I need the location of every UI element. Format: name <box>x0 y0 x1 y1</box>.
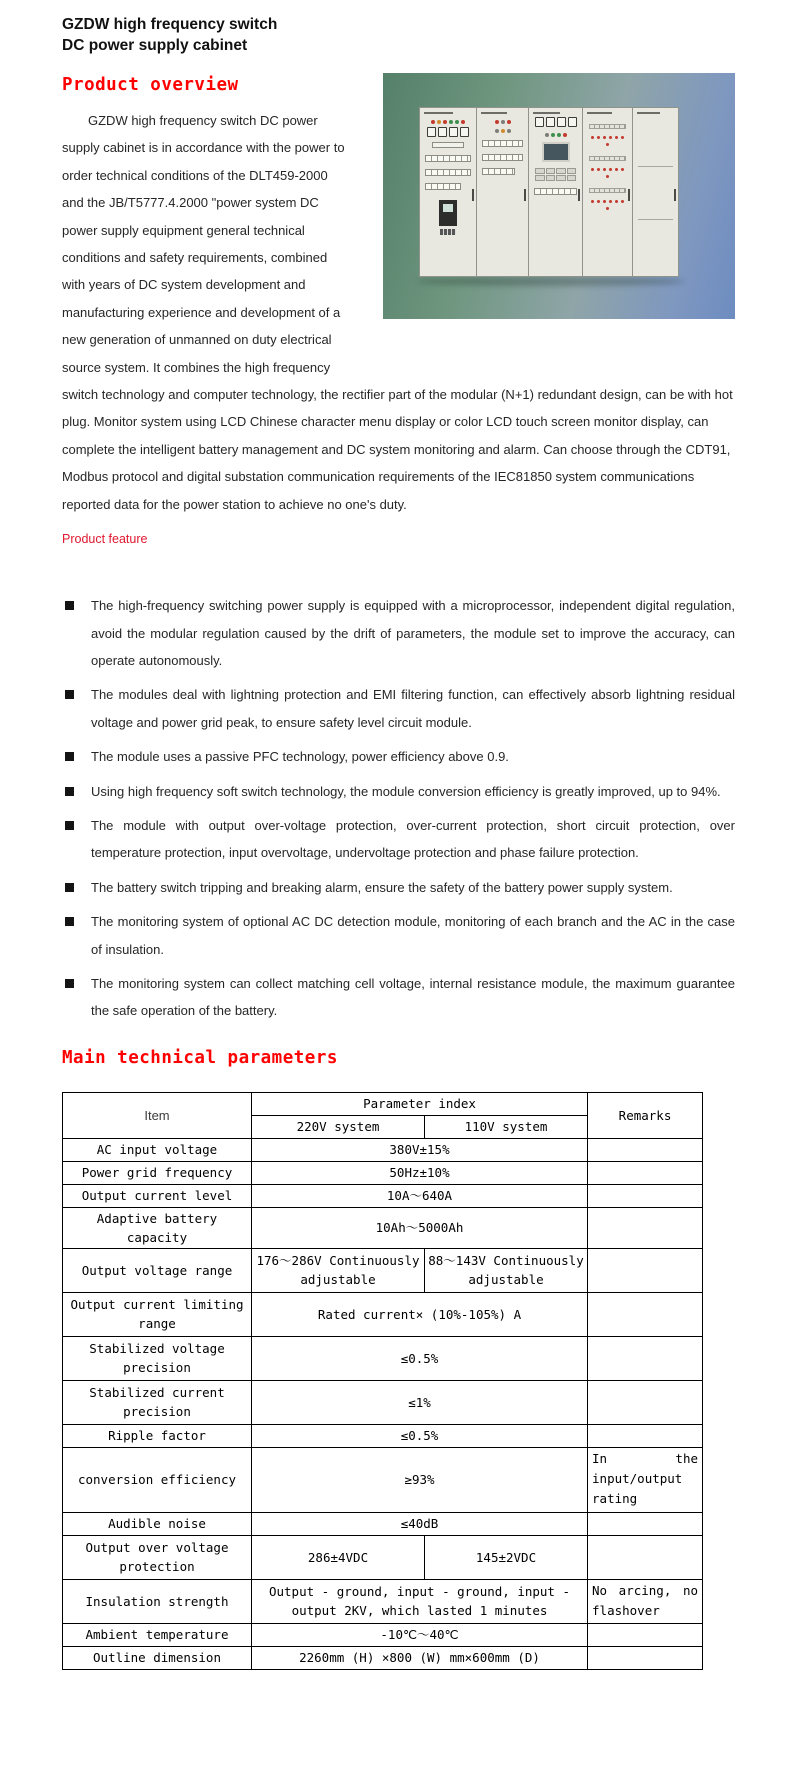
feature-item <box>62 681 735 736</box>
value-cell: 50Hz±10% <box>252 1161 588 1184</box>
value-cell: Output - ground, input - ground, input - output 2KV, which lasted 1 minutes <box>252 1579 588 1623</box>
remark-cell <box>588 1207 703 1248</box>
remark-cell <box>588 1512 703 1535</box>
feature-text: The module with output over-voltage protection, over-current protection, short circuit protection, over temperature protection, input overvoltage, undervoltage protection and phase failure protection. <box>91 817 735 861</box>
cabinet-rectifier-1 <box>419 107 477 277</box>
parameters-table-body <box>63 1138 703 1669</box>
remark-cell <box>588 1161 703 1184</box>
table-row <box>63 1336 703 1380</box>
feature-item <box>62 970 735 1025</box>
page-title-line-2: DC power supply cabinet <box>62 37 248 54</box>
lcd-screen <box>542 142 570 162</box>
value-cell: ≥93% <box>252 1447 588 1512</box>
value-cell: 380V±15% <box>252 1138 588 1161</box>
value-cell: Rated current× (10%-105%) A <box>252 1292 588 1336</box>
product-photo <box>383 73 735 319</box>
feeder-cluster <box>589 156 626 178</box>
breaker-strip <box>425 155 471 162</box>
item-cell: Adaptive battery capacity <box>63 1207 252 1248</box>
remark-cell <box>588 1336 703 1380</box>
indicator-lights <box>422 117 474 124</box>
table-row <box>63 1138 703 1161</box>
table-row <box>63 1646 703 1669</box>
monitor-device <box>439 200 457 226</box>
cabinet-blank <box>633 107 679 277</box>
header-parameter-index: Parameter index <box>252 1092 588 1115</box>
value-cell-220v: 286±4VDC <box>252 1535 425 1579</box>
indicator-lights <box>479 126 526 133</box>
value-cell: 2260mm (H) ×800 (W) mm×600mm (D) <box>252 1646 588 1669</box>
feature-item <box>62 743 735 770</box>
value-cell: 10Ah～5000Ah <box>252 1207 588 1248</box>
header-220v-system: 220V system <box>252 1115 425 1138</box>
overview-section <box>62 73 735 1032</box>
feature-text: The module uses a passive PFC technology, power efficiency above 0.9. <box>91 749 509 765</box>
feeder-cluster <box>589 188 626 210</box>
remark-cell <box>588 1623 703 1646</box>
value-cell: ≤0.5% <box>252 1336 588 1380</box>
small-display <box>432 142 463 148</box>
item-cell: Output current level <box>63 1184 252 1207</box>
value-cell: ≤0.5% <box>252 1424 588 1447</box>
cabinet-label <box>424 112 453 114</box>
overview-heading: Product overview <box>62 75 239 95</box>
item-cell: AC input voltage <box>63 1138 252 1161</box>
value-cell: ≤40dB <box>252 1512 588 1535</box>
breaker-strip <box>482 154 523 161</box>
door-handle <box>472 189 474 201</box>
table-row <box>63 1623 703 1646</box>
item-cell: Output voltage range <box>63 1248 252 1292</box>
cabinet-feeder <box>583 107 633 277</box>
remark-cell: No arcing, no flashover <box>588 1579 703 1623</box>
breaker-strip <box>425 169 471 176</box>
door-handle <box>524 189 526 201</box>
breaker-strip <box>534 188 577 195</box>
feature-item <box>62 812 735 867</box>
bullet-square-icon <box>65 821 74 830</box>
value-cell: 10A～640A <box>252 1184 588 1207</box>
table-row <box>63 1380 703 1424</box>
table-row <box>63 1184 703 1207</box>
parameters-table-head <box>63 1092 703 1138</box>
table-row <box>63 1207 703 1248</box>
remark-cell <box>588 1424 703 1447</box>
panel-meters <box>422 127 474 138</box>
feature-item <box>62 778 735 805</box>
indicator-lights <box>531 130 580 137</box>
item-cell: Output current limiting range <box>63 1292 252 1336</box>
value-cell: ≤1% <box>252 1380 588 1424</box>
header-item: Item <box>63 1092 252 1138</box>
bullet-square-icon <box>65 883 74 892</box>
bullet-square-icon <box>65 979 74 988</box>
table-row <box>63 1447 703 1512</box>
item-cell: Insulation strength <box>63 1579 252 1623</box>
value-cell: -10℃～40℃ <box>252 1623 588 1646</box>
item-cell: Outline dimension <box>63 1646 252 1669</box>
door-seam <box>638 219 673 220</box>
remark-cell <box>588 1646 703 1669</box>
breaker-strip <box>482 168 515 175</box>
cabinet-label <box>481 112 507 114</box>
feature-text: The modules deal with lightning protection and EMI filtering function, can effectively absorb lightning residual voltage and power grid peak, to ensure safety level circuit module. <box>91 687 735 730</box>
features-list <box>62 592 735 1025</box>
feature-item <box>62 592 735 674</box>
bullet-square-icon <box>65 690 74 699</box>
remark-cell <box>588 1138 703 1161</box>
feature-text: The high-frequency switching power supply is equipped with a microprocessor, independent digital regulation, avoid the modular regulation caused by the drift of parameters, the module set to improve the accuracy, can operate autonomously. <box>91 598 735 668</box>
door-seam <box>638 166 673 167</box>
table-row <box>63 1535 703 1579</box>
cabinet-label <box>637 112 660 114</box>
item-cell: conversion efficiency <box>63 1447 252 1512</box>
item-cell: Stabilized current precision <box>63 1380 252 1424</box>
switch-grid <box>535 168 576 181</box>
item-cell: Stabilized voltage precision <box>63 1336 252 1380</box>
cabinet-label <box>533 112 560 114</box>
remark-cell <box>588 1535 703 1579</box>
cabinet-label <box>587 112 612 114</box>
remark-cell <box>588 1248 703 1292</box>
item-cell: Audible noise <box>63 1512 252 1535</box>
bullet-square-icon <box>65 787 74 796</box>
indicator-lights <box>479 117 526 124</box>
terminal-block <box>440 229 456 235</box>
cabinet-rectifier-2 <box>477 107 529 277</box>
value-cell-110v: 145±2VDC <box>425 1535 588 1579</box>
cabinet-monitor <box>529 107 583 277</box>
remark-cell <box>588 1292 703 1336</box>
page-title <box>62 14 735 56</box>
item-cell: Power grid frequency <box>63 1161 252 1184</box>
feature-text: The battery switch tripping and breaking alarm, ensure the safety of the battery power supply system. <box>91 879 673 895</box>
bullet-square-icon <box>65 601 74 610</box>
header-110v-system: 110V system <box>425 1115 588 1138</box>
overview-paragraph: GZDW high frequency switch DC power supply cabinet is in accordance with the power to order technical conditions of the DLT459-2000 and the JB/T5777.4.2000 "power system DC power supply equipment general technical conditions and safety requirements, combined with years of DC system development and manufacturing experience and development of a new generation of unmanned on duty electrical source system. It combines the high frequency switch technology and computer technology, the rectifier part of the modular (N+1) redundant design, can be with hot plug. Monitor system using LCD Chinese character menu display or color LCD touch screen monitor display, can complete the intelligent battery management and DC system monitoring and alarm. Can choose through the CDT91, Modbus protocol and digital substation communication requirements of the IEC81850 system communications reported data for the power station to achieve no one's duty. <box>62 113 733 512</box>
remark-cell: In the input/output rating <box>588 1447 703 1512</box>
cabinet-floor-shadow <box>417 277 685 286</box>
feeder-cluster <box>589 124 626 146</box>
door-handle <box>674 189 676 201</box>
remark-cell <box>588 1184 703 1207</box>
bullet-square-icon <box>65 917 74 926</box>
door-handle <box>628 189 630 201</box>
bullet-square-icon <box>65 752 74 761</box>
parameters-table <box>62 1092 703 1670</box>
table-row <box>63 1248 703 1292</box>
feature-text: Using high frequency soft switch technology, the module conversion efficiency is greatly improved, up to 94%. <box>91 783 721 799</box>
item-cell: Ambient temperature <box>63 1623 252 1646</box>
item-cell: Output over voltage protection <box>63 1535 252 1579</box>
item-cell: Ripple factor <box>63 1424 252 1447</box>
table-header-row <box>63 1092 703 1115</box>
cabinet-row <box>419 107 679 277</box>
feature-heading: Product feature <box>62 532 148 547</box>
table-row <box>63 1579 703 1623</box>
panel-meters <box>531 117 580 128</box>
breaker-strip <box>482 140 523 147</box>
breaker-strip <box>425 183 461 190</box>
door-handle <box>578 189 580 201</box>
table-row <box>63 1161 703 1184</box>
feature-item <box>62 874 735 901</box>
feature-item <box>62 908 735 963</box>
table-row <box>63 1292 703 1336</box>
page-title-line-1: GZDW high frequency switch <box>62 16 278 33</box>
value-cell-220v: 176～286V Continuously adjustable <box>252 1248 425 1292</box>
parameters-heading: Main technical parameters <box>62 1047 338 1068</box>
value-cell-110v: 88～143V Continuously adjustable <box>425 1248 588 1292</box>
table-row <box>63 1512 703 1535</box>
table-row <box>63 1424 703 1447</box>
remark-cell <box>588 1380 703 1424</box>
header-remarks: Remarks <box>588 1092 703 1138</box>
feature-text: The monitoring system of optional AC DC detection module, monitoring of each branch and the AC in the case of insulation. <box>91 914 735 957</box>
feature-text: The monitoring system can collect matching cell voltage, internal resistance module, the maximum guarantee the safe operation of the battery. <box>91 975 735 1019</box>
